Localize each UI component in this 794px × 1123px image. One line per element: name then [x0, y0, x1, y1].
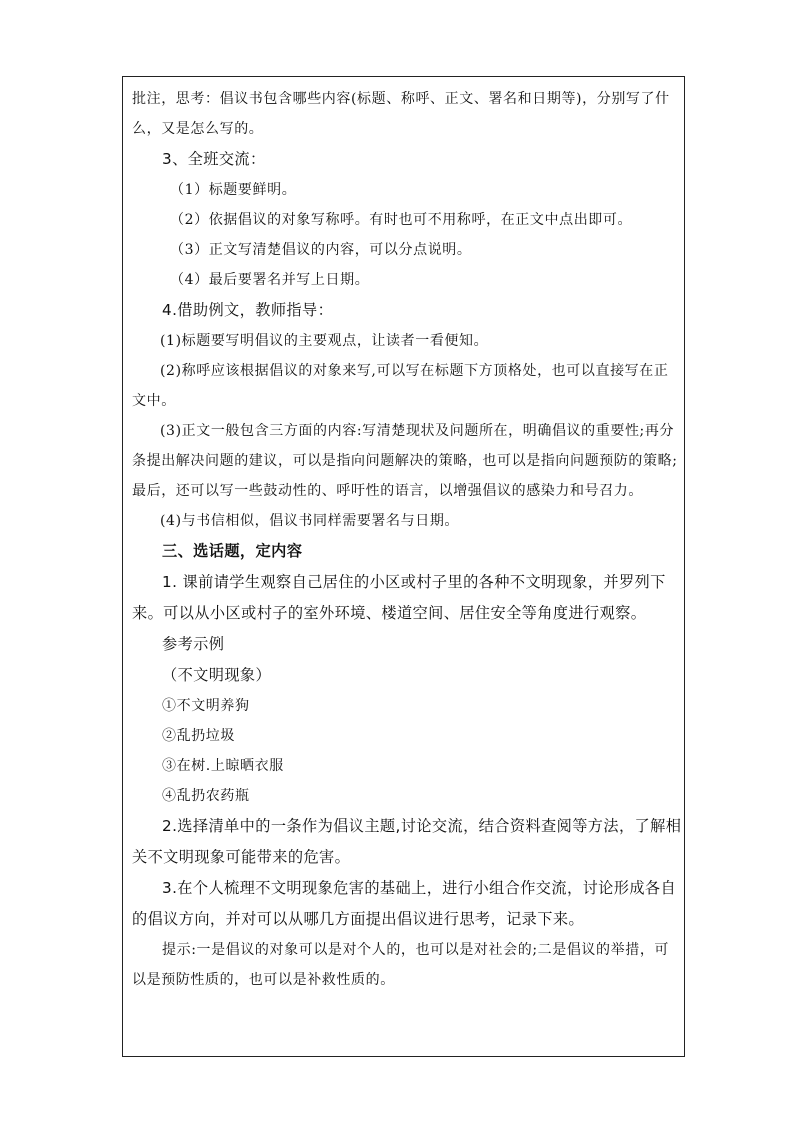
tip-paragraph: 提示:一是倡议的对象可以是对个人的，也可以是对社会的;二是倡议的举措，可以是预防性质的，也可以是补救性质的。 — [132, 942, 670, 988]
example-item-3: ③在树.上晾晒衣服 — [162, 758, 284, 774]
document-body — [132, 84, 680, 995]
reference-example-label: 参考示例 — [162, 635, 225, 653]
guide-3: (3)正文一般包含三方面的内容:写清楚现状及问题所在，明确倡议的重要性;再分条提出解决问题的建议，可以是指向问题解决的策略，也可以是指向问题预防的策略;最后，还可以写一些鼓动性的、呼吁性的语言，以增强倡议的感染力和号召力。 — [132, 423, 678, 499]
intro-paragraph: 批注，思考：倡议书包含哪些内容(标题、称呼、正文、署名和日期等)，分别写了什么，又是怎么写的。 — [132, 91, 670, 137]
step-3-heading: 3、全班交流： — [162, 150, 266, 168]
example-item-4: ④乱扔农药瓶 — [162, 788, 250, 804]
point-3: （3）正文写清楚倡议的内容，可以分点说明。 — [170, 242, 472, 258]
point-1: （1）标题要鲜明。 — [170, 182, 297, 198]
example-item-1: ①不文明养狗 — [162, 698, 250, 714]
task-1: 1. 课前请学生观察自己居住的小区或村子里的各种不文明现象，并罗列下来。可以从小区或村子的室外环境、楼道空间、居住安全等角度进行观察。 — [132, 573, 666, 622]
point-2: （2）依据倡议的对象写称呼。有时也可不用称呼，在正文中点出即可。 — [170, 212, 633, 228]
step-4-heading: 4.借助例文，教师指导： — [162, 301, 334, 319]
section-3-heading: 三、选话题，定内容 — [162, 542, 303, 560]
guide-2: (2)称呼应该根据倡议的对象来写,可以写在标题下方顶格处，也可以直接写在正文中。 — [132, 363, 669, 409]
example-item-2: ②乱扔垃圾 — [162, 728, 235, 744]
example-category: （不文明现象） — [162, 666, 272, 684]
guide-1: (1)标题要写明倡议的主要观点，让读者一看便知。 — [160, 333, 489, 349]
task-2: 2.选择清单中的一条作为倡议主题,讨论交流，结合资料查阅等方法，了解相关不文明现象可能带来的危害。 — [132, 817, 682, 866]
task-3: 3.在个人梳理不文明现象危害的基础上，进行小组合作交流，讨论形成各自的倡议方向，并对可以从哪几方面提出倡议进行思考，记录下来。 — [132, 879, 677, 928]
point-4: （4）最后要署名并写上日期。 — [170, 272, 370, 288]
guide-4: (4)与书信相似，倡议书同样需要署名与日期。 — [160, 513, 460, 529]
